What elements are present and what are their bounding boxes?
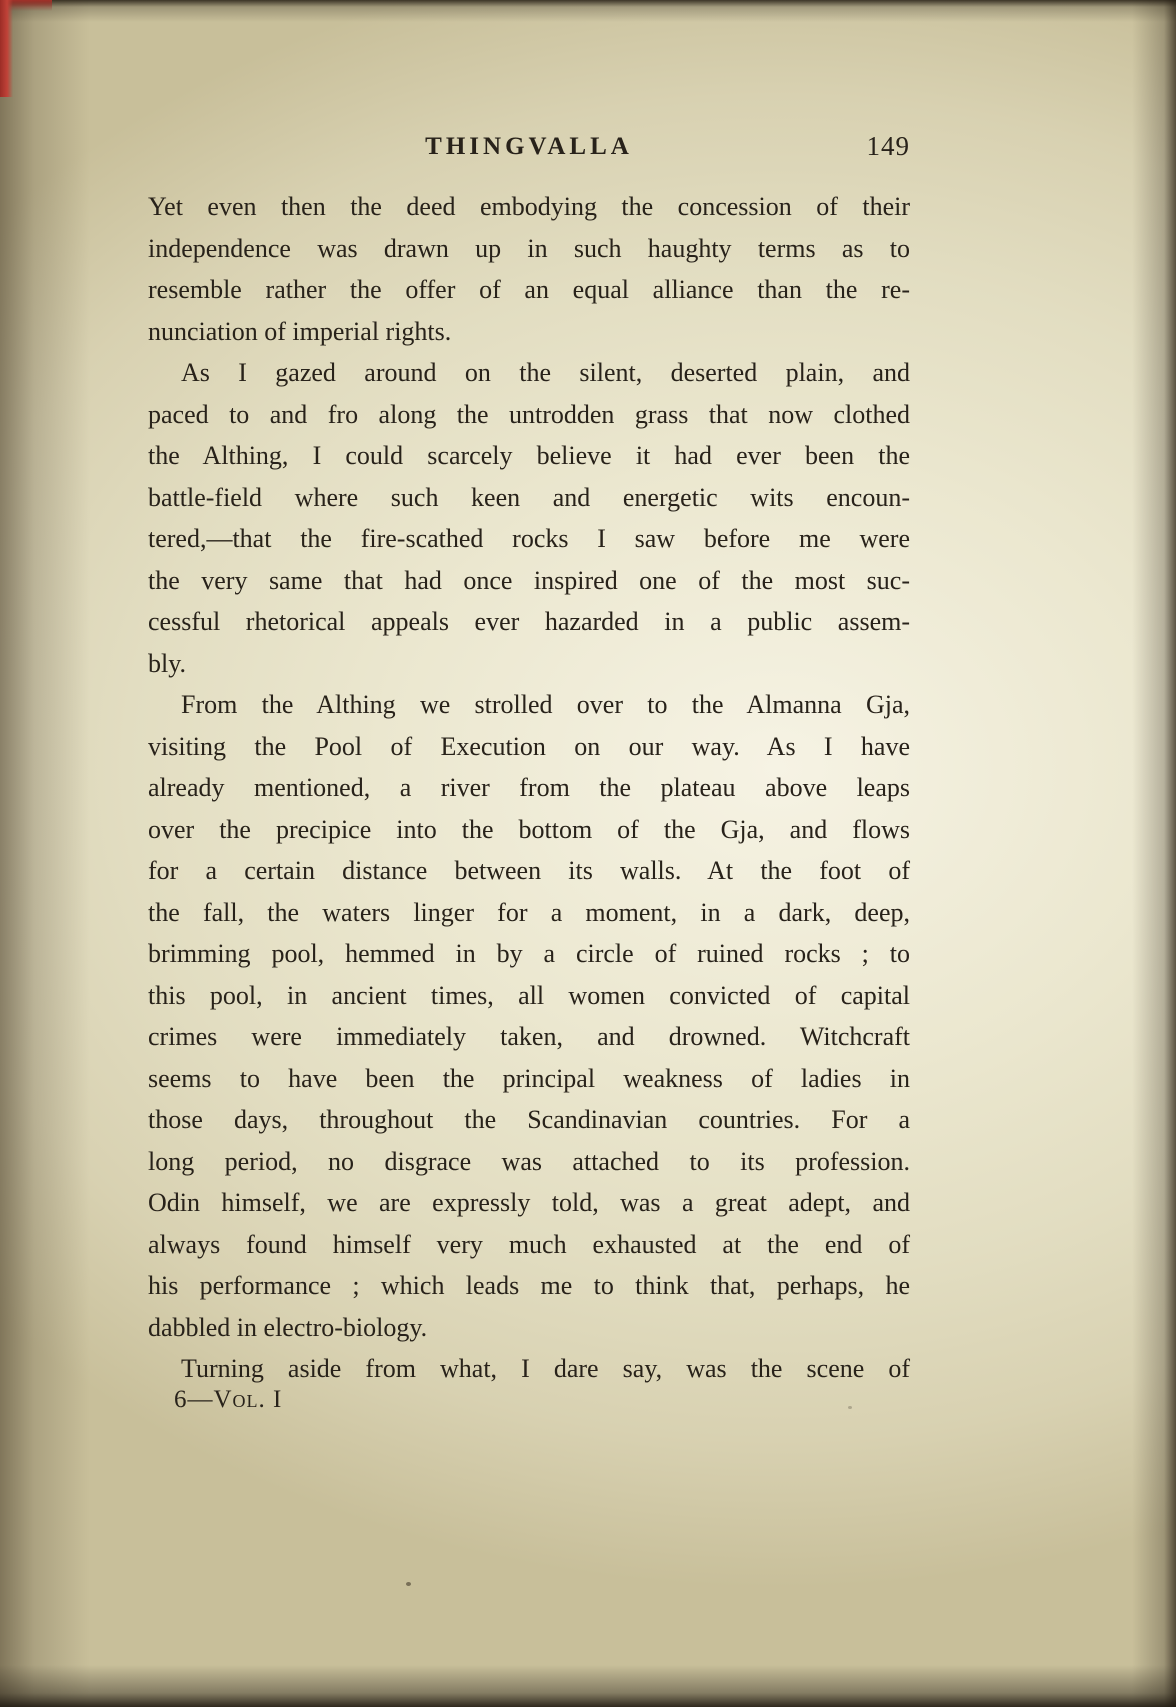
text-line: independence was drawn up in such haughty terms as to: [148, 233, 910, 263]
paragraph: [148, 1348, 910, 1390]
text-line: bly.: [148, 648, 187, 678]
text-block: [148, 186, 910, 1390]
paper-speck: [406, 1582, 411, 1586]
paper-speck: [848, 1406, 852, 1409]
text-line: tered,—that the fire-scathed rocks I saw before me were: [148, 524, 910, 553]
paragraph: [148, 684, 910, 1348]
text-line: seems to have been the principal weakness of ladies in: [148, 1063, 910, 1093]
page-number: 149: [866, 131, 910, 161]
paragraph: [148, 186, 910, 352]
text-line: visiting the Pool of Execution on our way. As I have: [148, 731, 910, 761]
paragraph: [148, 352, 910, 684]
text-line: crimes were immediately taken, and drowned. Witchcraft: [148, 1022, 910, 1051]
running-header-title: THINGVALLA: [425, 133, 633, 160]
text-line: From the Althing we strolled over to the Almanna Gja,: [181, 690, 910, 719]
red-edge-stain-left: [0, 0, 13, 97]
text-line: for a certain distance between its walls. At the foot of: [148, 856, 910, 885]
text-line: Turning aside from what, I dare say, was the scene of: [181, 1354, 910, 1383]
text-line: already mentioned, a river from the plateau above leaps: [148, 773, 910, 802]
text-line: the Althing, I could scarcely believe it had ever been the: [148, 441, 910, 470]
text-line: his performance ; which leads me to think that, perhaps, he: [148, 1271, 910, 1300]
text-line: dabbled in electro-biology.: [148, 1312, 428, 1342]
text-line: the fall, the waters linger for a moment, in a dark, deep,: [148, 897, 910, 927]
text-line: those days, throughout the Scandinavian countries. For a: [148, 1105, 910, 1134]
text-line: nunciation of imperial rights.: [148, 316, 452, 346]
text-line: resemble rather the offer of an equal alliance than the re-: [148, 275, 910, 304]
text-line: Odin himself, we are expressly told, was a great adept, and: [148, 1188, 910, 1217]
text-line: this pool, in ancient times, all women convicted of capital: [148, 980, 910, 1010]
text-line: over the precipice into the bottom of the Gja, and flows: [148, 814, 910, 844]
text-line: battle-field where such keen and energetic wits encoun-: [148, 482, 910, 512]
text-line: cessful rhetorical appeals ever hazarded in a public assem-: [148, 607, 910, 636]
text-line: paced to and fro along the untrodden grass that now clothed: [148, 399, 910, 429]
text-line: always found himself very much exhausted at the end of: [148, 1229, 910, 1259]
footer-signature: 6—Vol. I: [174, 1386, 283, 1413]
text-line: the very same that had once inspired one of the most suc-: [148, 565, 910, 595]
text-line: As I gazed around on the silent, deserted plain, and: [181, 358, 910, 387]
running-header: [148, 131, 910, 167]
text-line: Yet even then the deed embodying the concession of their: [148, 192, 910, 221]
text-line: long period, no disgrace was attached to its profession.: [148, 1146, 910, 1176]
text-line: brimming pool, hemmed in by a circle of ruined rocks ; to: [148, 939, 910, 968]
